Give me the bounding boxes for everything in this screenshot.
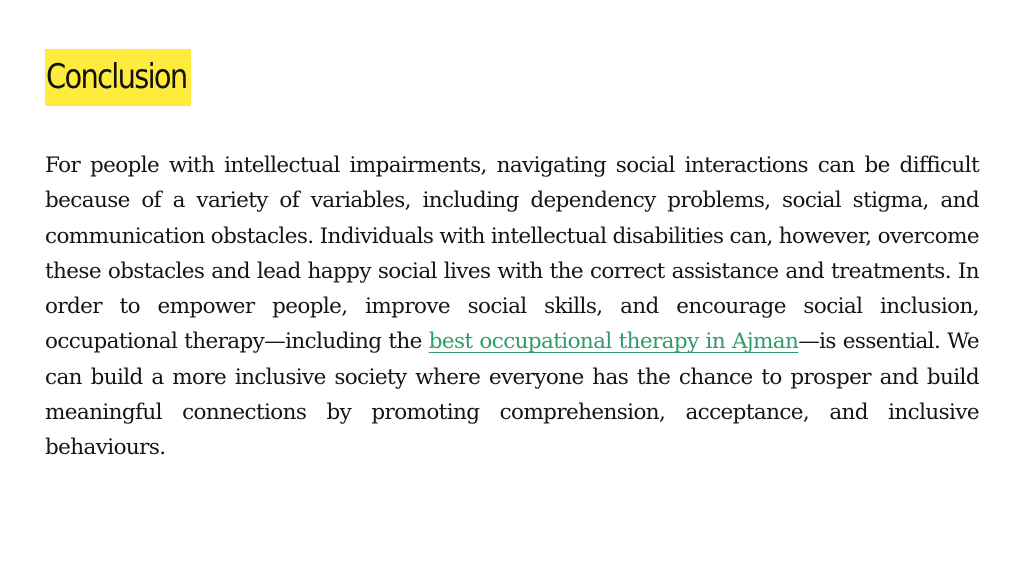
paragraph-text-after-link: —is essential. We can build a more inclusive society where everyone has the chance to prosper and build meaningful connections by promoting comprehension, acceptance, and inclusive behaviours.	[45, 329, 979, 461]
conclusion-paragraph	[45, 148, 979, 466]
page-title: Conclusion	[46, 57, 187, 97]
title-highlight	[45, 49, 191, 106]
occupational-therapy-link[interactable]: best occupational therapy in Ajman	[428, 329, 799, 355]
paragraph-text-before-link: For people with intellectual impairments, navigating social interactions can be difficult because of a variety of variables, including dependency problems, social stigma, and communication obstacles. Individuals with intellectual disabilities can, however, overcome these obstacles and lead happy social lives with the correct assistance and treatments. In order to empower people, improve social skills, and encourage social inclusion, occupational therapy—including the	[45, 153, 979, 355]
